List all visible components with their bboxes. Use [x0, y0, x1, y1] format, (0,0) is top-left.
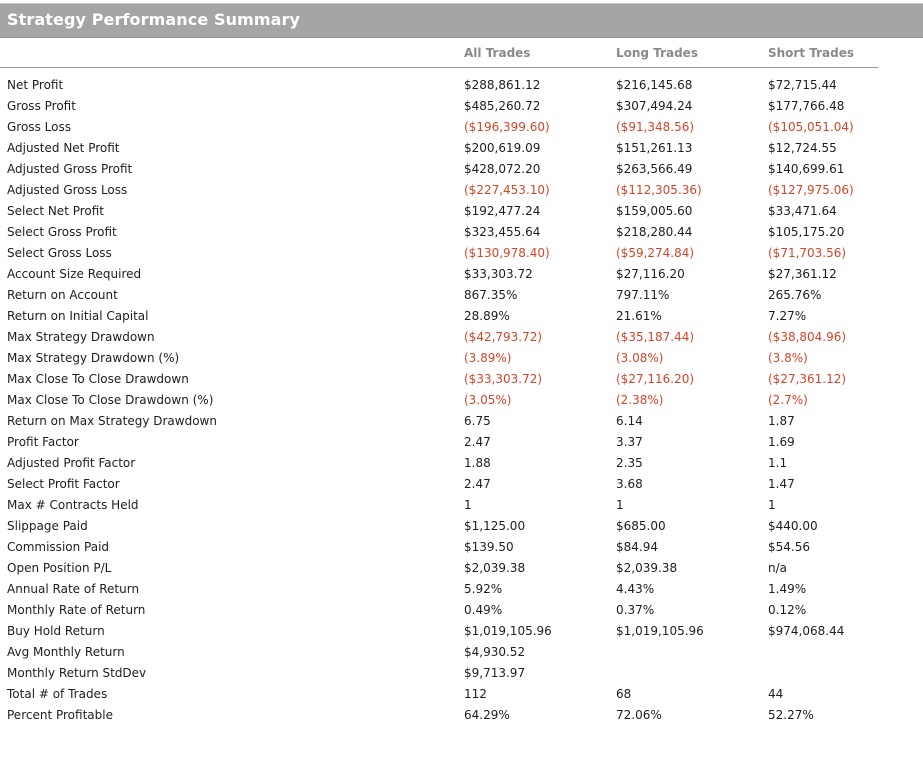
row-label: Return on Account: [7, 288, 118, 302]
cell-long-trades: $216,145.68: [616, 78, 693, 92]
cell-all-trades: $1,125.00: [464, 519, 526, 533]
table-row: [0, 138, 900, 159]
cell-all-trades: $428,072.20: [464, 162, 541, 176]
cell-short-trades: 1.87: [768, 414, 795, 428]
cell-long-trades: ($91,348.56): [616, 120, 695, 134]
cell-short-trades: ($105,051.04): [768, 120, 854, 134]
cell-long-trades: ($35,187.44): [616, 330, 695, 344]
column-header-all-trades[interactable]: All Trades: [464, 46, 531, 60]
cell-short-trades: $72,715.44: [768, 78, 837, 92]
row-label: Return on Max Strategy Drawdown: [7, 414, 217, 428]
cell-all-trades: 5.92%: [464, 582, 503, 596]
row-label: Account Size Required: [7, 267, 142, 281]
table-row: [0, 537, 900, 558]
cell-long-trades: 2.35: [616, 456, 643, 470]
cell-short-trades: $177,766.48: [768, 99, 845, 113]
row-label: Select Gross Loss: [7, 246, 112, 260]
cell-all-trades: ($130,978.40): [464, 246, 550, 260]
cell-long-trades: $151,261.13: [616, 141, 693, 155]
table-row: [0, 432, 900, 453]
cell-all-trades: $200,619.09: [464, 141, 541, 155]
table-row: [0, 684, 900, 705]
cell-short-trades: 1.69: [768, 435, 795, 449]
table-row: [0, 348, 900, 369]
cell-long-trades: $159,005.60: [616, 204, 693, 218]
cell-all-trades: $192,477.24: [464, 204, 541, 218]
table-row: [0, 516, 900, 537]
cell-short-trades: 52.27%: [768, 708, 814, 722]
cell-long-trades: $685.00: [616, 519, 666, 533]
row-label: Net Profit: [7, 78, 64, 92]
cell-long-trades: 6.14: [616, 414, 643, 428]
table-row: [0, 306, 900, 327]
table-row: [0, 705, 900, 726]
cell-long-trades: $307,494.24: [616, 99, 693, 113]
table-row: [0, 411, 900, 432]
table-row: [0, 600, 900, 621]
cell-short-trades: ($27,361.12): [768, 372, 847, 386]
table-row: [0, 474, 900, 495]
cell-all-trades: $9,713.97: [464, 666, 526, 680]
cell-long-trades: 1: [616, 498, 624, 512]
cell-short-trades: $54.56: [768, 540, 810, 554]
cell-short-trades: n/a: [768, 561, 788, 575]
table-row: [0, 642, 900, 663]
cell-short-trades: 265.76%: [768, 288, 822, 302]
cell-all-trades: ($33,303.72): [464, 372, 543, 386]
row-label: Gross Profit: [7, 99, 76, 113]
table-row: [0, 243, 900, 264]
cell-all-trades: $2,039.38: [464, 561, 526, 575]
row-label: Monthly Rate of Return: [7, 603, 146, 617]
cell-short-trades: $440.00: [768, 519, 818, 533]
cell-long-trades: ($59,274.84): [616, 246, 695, 260]
cell-all-trades: (3.05%): [464, 393, 512, 407]
cell-long-trades: $263,566.49: [616, 162, 693, 176]
cell-short-trades: $27,361.12: [768, 267, 837, 281]
row-label: Monthly Return StdDev: [7, 666, 147, 680]
cell-long-trades: $1,019,105.96: [616, 624, 704, 638]
cell-all-trades: $323,455.64: [464, 225, 541, 239]
row-label: Adjusted Profit Factor: [7, 456, 136, 470]
page-title: Strategy Performance Summary: [7, 10, 301, 29]
cell-short-trades: $12,724.55: [768, 141, 837, 155]
cell-short-trades: 1.47: [768, 477, 795, 491]
cell-long-trades: ($27,116.20): [616, 372, 695, 386]
cell-long-trades: ($112,305.36): [616, 183, 702, 197]
row-label: Return on Initial Capital: [7, 309, 149, 323]
table-row: [0, 201, 900, 222]
table-row: [0, 117, 900, 138]
cell-all-trades: 2.47: [464, 477, 491, 491]
row-label: Annual Rate of Return: [7, 582, 140, 596]
row-label: Open Position P/L: [7, 561, 112, 575]
table-row: [0, 327, 900, 348]
row-label: Select Profit Factor: [7, 477, 120, 491]
table-row: [0, 663, 900, 684]
cell-long-trades: 4.43%: [616, 582, 655, 596]
cell-all-trades: $4,930.52: [464, 645, 526, 659]
cell-all-trades: $1,019,105.96: [464, 624, 552, 638]
column-header-short-trades[interactable]: Short Trades: [768, 46, 855, 60]
row-label: Adjusted Gross Loss: [7, 183, 128, 197]
table-row: [0, 558, 900, 579]
cell-long-trades: 3.68: [616, 477, 643, 491]
cell-short-trades: ($71,703.56): [768, 246, 847, 260]
cell-short-trades: 44: [768, 687, 784, 701]
row-label: Gross Loss: [7, 120, 71, 134]
cell-short-trades: 7.27%: [768, 309, 807, 323]
column-header-row: [0, 44, 878, 68]
table-row: [0, 264, 900, 285]
row-label: Buy Hold Return: [7, 624, 105, 638]
cell-long-trades: 3.37: [616, 435, 643, 449]
row-label: Max Strategy Drawdown (%): [7, 351, 180, 365]
cell-long-trades: $218,280.44: [616, 225, 693, 239]
cell-all-trades: 6.75: [464, 414, 491, 428]
cell-long-trades: (3.08%): [616, 351, 664, 365]
row-label: Select Gross Profit: [7, 225, 117, 239]
cell-short-trades: $105,175.20: [768, 225, 845, 239]
row-label: Max Strategy Drawdown: [7, 330, 155, 344]
cell-short-trades: (3.8%): [768, 351, 808, 365]
cell-short-trades: 1.1: [768, 456, 788, 470]
cell-all-trades: 1: [464, 498, 472, 512]
row-label: Max Close To Close Drawdown: [7, 372, 189, 386]
cell-all-trades: $485,260.72: [464, 99, 541, 113]
table-row: [0, 285, 900, 306]
cell-long-trades: $27,116.20: [616, 267, 685, 281]
cell-short-trades: 0.12%: [768, 603, 807, 617]
cell-long-trades: 72.06%: [616, 708, 662, 722]
cell-long-trades: 797.11%: [616, 288, 670, 302]
column-header-long-trades[interactable]: Long Trades: [616, 46, 698, 60]
cell-all-trades: 112: [464, 687, 487, 701]
cell-long-trades: (2.38%): [616, 393, 664, 407]
row-label: Adjusted Net Profit: [7, 141, 120, 155]
table-row: [0, 222, 900, 243]
cell-all-trades: 867.35%: [464, 288, 518, 302]
cell-short-trades: ($127,975.06): [768, 183, 854, 197]
cell-short-trades: $140,699.61: [768, 162, 845, 176]
title-bar: [0, 4, 923, 38]
cell-all-trades: (3.89%): [464, 351, 512, 365]
row-label: Adjusted Gross Profit: [7, 162, 133, 176]
table-row: [0, 579, 900, 600]
row-label: Profit Factor: [7, 435, 79, 449]
cell-long-trades: $2,039.38: [616, 561, 678, 575]
cell-long-trades: 0.37%: [616, 603, 655, 617]
cell-long-trades: 21.61%: [616, 309, 662, 323]
table-row: [0, 495, 900, 516]
table-row: [0, 390, 900, 411]
cell-all-trades: ($196,399.60): [464, 120, 550, 134]
cell-short-trades: ($38,804.96): [768, 330, 847, 344]
table-row: [0, 180, 900, 201]
table-row: [0, 453, 900, 474]
row-label: Select Net Profit: [7, 204, 105, 218]
row-label: Avg Monthly Return: [7, 645, 125, 659]
cell-all-trades: 28.89%: [464, 309, 510, 323]
performance-table: [0, 75, 900, 726]
row-label: Max Close To Close Drawdown (%): [7, 393, 214, 407]
cell-long-trades: 68: [616, 687, 632, 701]
row-label: Max # Contracts Held: [7, 498, 139, 512]
table-row: [0, 621, 900, 642]
cell-all-trades: 1.88: [464, 456, 491, 470]
cell-long-trades: $84.94: [616, 540, 658, 554]
cell-short-trades: 1: [768, 498, 776, 512]
row-label: Percent Profitable: [7, 708, 113, 722]
cell-short-trades: (2.7%): [768, 393, 808, 407]
cell-short-trades: 1.49%: [768, 582, 807, 596]
cell-short-trades: $33,471.64: [768, 204, 837, 218]
cell-all-trades: 64.29%: [464, 708, 510, 722]
table-row: [0, 75, 900, 96]
row-label: Slippage Paid: [7, 519, 88, 533]
cell-short-trades: $974,068.44: [768, 624, 845, 638]
cell-all-trades: 2.47: [464, 435, 491, 449]
cell-all-trades: $139.50: [464, 540, 514, 554]
cell-all-trades: $33,303.72: [464, 267, 533, 281]
row-label: Commission Paid: [7, 540, 110, 554]
cell-all-trades: ($227,453.10): [464, 183, 550, 197]
row-label: Total # of Trades: [7, 687, 108, 701]
table-row: [0, 96, 900, 117]
cell-all-trades: ($42,793.72): [464, 330, 543, 344]
cell-all-trades: 0.49%: [464, 603, 503, 617]
cell-all-trades: $288,861.12: [464, 78, 541, 92]
table-row: [0, 159, 900, 180]
table-row: [0, 369, 900, 390]
